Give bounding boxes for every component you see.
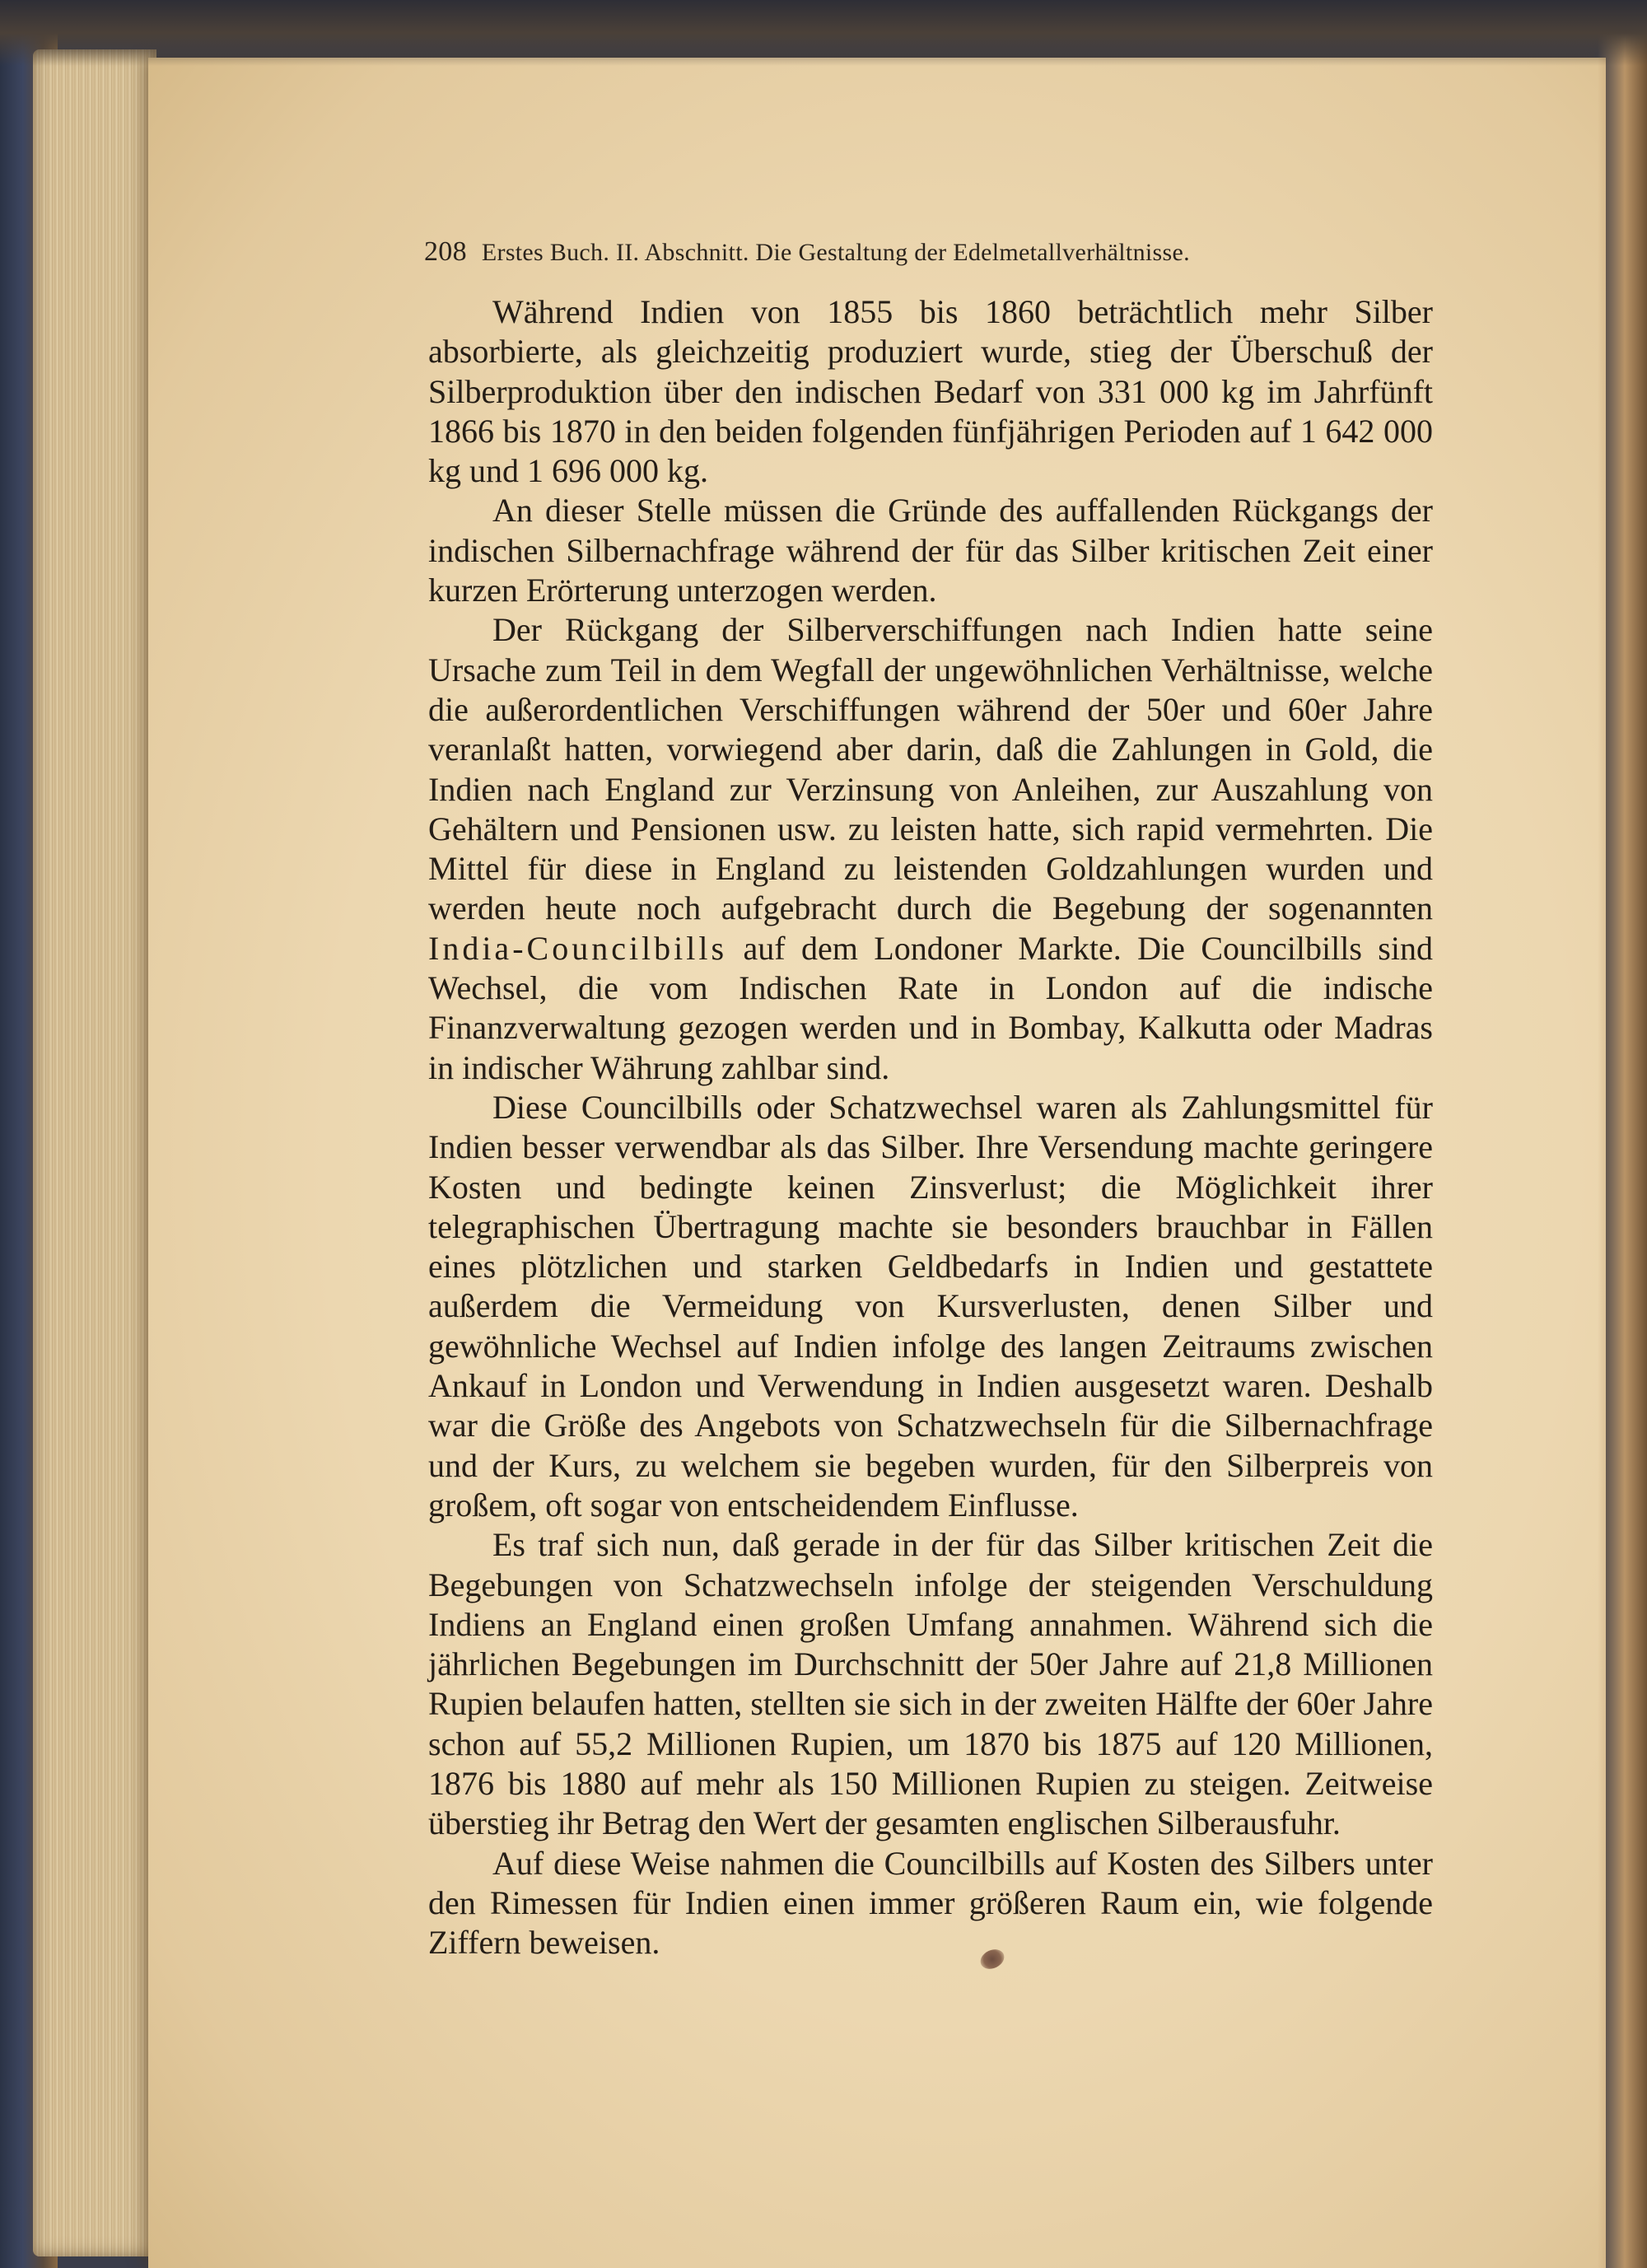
paragraph-5: Es traf sich nun, daß gerade in der für das Silber kritischen Zeit die Begebungen von Schatzwechseln infolge der steigenden Verschuldung Indiens an England einen großen Umfang annahmen. Während sich die jährlichen Begebungen im Durchschnitt der 50er Jahre auf 21,8 Millionen Rupien belaufen hatten, stellten sie sich in der zweiten Hälfte der 60er Jahre schon auf 55,2 Millionen Rupien, um 1870 bis 1875 auf 120 Millionen, 1876 bis 1880 auf mehr als 150 Millionen Rupien zu steigen. Zeitweise überstieg ihr Betrag den Wert der gesamten englischen Silberausfuhr. xyxy=(428,1526,1433,1842)
page-edges xyxy=(33,49,156,2256)
paragraph-3-end: auf dem Londoner Markte. Die Councilbills sind Wechsel, die vom Indischen Rate in London auf die indische Finanzverwaltung gezogen werden und in Bombay, Kalkutta oder Madras in indischer Währung zahlbar sind. xyxy=(428,929,1433,1086)
paragraph-3-start: Der Rückgang der Silberverschiffungen nach Indien hatte seine Ursache zum Teil in dem Wegfall der ungewöhnlichen Verhältnisse, welche die außerordentlichen Verschiffungen während der 50er und 60er Jahre veranlaßt hatten, vorwiegend aber darin, daß die Zahlungen in Gold, die Indien nach England zur Verzinsung von Anleihen, zur Auszahlung von Gehältern und Pensionen usw. zu leisten hatte, sich rapid vermehrten. Die Mittel für diese in England zu leistenden Goldzahlungen wurden und werden heute noch aufgebracht durch die Begebung der sogenannten xyxy=(428,611,1433,927)
running-title: Erstes Buch. II. Abschnitt. Die Gestaltung der Edelmetallverhältnisse. xyxy=(481,239,1190,266)
paragraph-6: Auf diese Weise nahmen die Councilbills auf Kosten des Silbers unter den Rimessen für Indien einen immer größeren Raum ein, wie folgende Ziffern beweisen. xyxy=(428,1844,1433,1962)
india-councilbills-term: India-Councilbills xyxy=(428,929,728,967)
top-shadow xyxy=(0,0,1647,66)
paragraph-3 xyxy=(428,610,1433,1088)
running-head xyxy=(424,236,1371,268)
paragraph-4: Diese Councilbills oder Schatzwechsel waren als Zahlungsmittel für Indien besser verwendbar als das Silber. Ihre Versendung machte geringere Kosten und bedingte keinen Zinsverlust; die Möglichkeit ihrer telegraphischen Übertragung machte sie besonders brauchbar in Fällen eines plötzlichen und starken Geldbedarfs in Indien und gestattete außerdem die Vermeidung von Kursverlusten, denen Silber und gewöhnliche Wechsel auf Indien infolge des langen Zeitraums zwischen Ankauf in London und Verwendung in Indien ausgesetzt waren. Deshalb war die Größe des Angebots von Schatzwechseln für die Silbernachfrage und der Kurs, zu welchem sie begeben wurden, für den Silberpreis von großem, oft sogar von entscheidendem Einflusse. xyxy=(428,1088,1433,1524)
page-number: 208 xyxy=(424,236,467,267)
paragraph-1: Während Indien von 1855 bis 1860 beträchtlich mehr Silber absorbierte, als gleichzeitig produziert wurde, stieg der Überschuß der Silberproduktion über den indischen Bedarf von 331 000 kg im Jahrfünft 1866 bis 1870 in den beiden folgenden fünfjährigen Perioden auf 1 642 000 kg und 1 696 000 kg. xyxy=(428,293,1433,490)
body-text xyxy=(428,292,1433,1962)
book-gutter xyxy=(1598,0,1647,2268)
paragraph-2: An dieser Stelle müssen die Gründe des auffallenden Rückgangs der indischen Silbernachfrage während der für das Silber kritischen Zeit einer kurzen Erörterung unterzogen werden. xyxy=(428,492,1433,609)
